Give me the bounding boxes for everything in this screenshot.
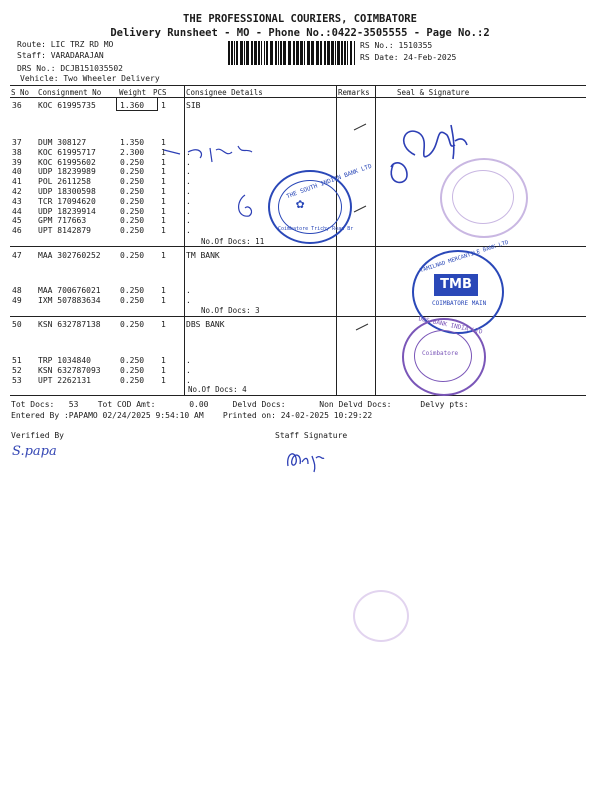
rs-number: RS No.: 1510355 (360, 41, 433, 50)
column-divider (184, 85, 185, 395)
weight-box-right (157, 97, 158, 111)
route-field: Route: LIC TRZ RD MO (17, 40, 114, 49)
cell-pcs: 1 (161, 286, 166, 295)
consignee-name: DBS BANK (186, 320, 225, 329)
cell-pcs: 1 (161, 226, 166, 236)
cell-sno: 48 (12, 286, 22, 295)
handwritten-verifier: S.papa (12, 444, 57, 459)
cell-dot: . (186, 157, 191, 167)
cell-wt: 0.250 (120, 196, 145, 206)
faint-bank-stamp (440, 158, 528, 238)
tmb-stamp: TAMILNAD MERCANTILE BANK LTD TMB COIMBATORE MAIN (412, 250, 504, 334)
cell-wt: 0.250 (120, 177, 145, 187)
totals-line: Tot Docs: 53 Tot COD Amt: 0.00 Delvd Docs: Non Delvd Docs: Delvy pts: (11, 400, 469, 409)
cell-wt: 0.250 (120, 216, 145, 226)
cell-dot: . (186, 206, 191, 216)
cell-sno: 42 (12, 187, 22, 196)
cell-cn: POL 2611258 (38, 177, 91, 187)
col-header-sno: S No (11, 88, 30, 97)
no-of-docs: No.Of Docs: 3 (201, 306, 260, 315)
cell-pcs: 1 (161, 157, 166, 167)
cell-cn: DUM 308127 (38, 138, 87, 147)
cell-pcs: 1 (161, 196, 166, 206)
cell-cn: UDP 18300598 (38, 187, 96, 196)
cell-dot: . (186, 187, 191, 196)
cell-dot: . (186, 226, 191, 236)
col-header-remarks: Remarks (338, 88, 370, 97)
col-header-pcs: PCS (153, 88, 167, 97)
cell-cn: TRP 1034840 (38, 356, 91, 365)
table-bottom-rule (10, 395, 586, 396)
cell-sno: 39 (12, 157, 22, 167)
cell-cn: UDP 18239989 (38, 167, 96, 177)
tmb-logo: TMB (434, 274, 478, 296)
cell-wt: 0.250 (120, 187, 145, 196)
no-of-docs: No.Of Docs: 4 (188, 385, 247, 394)
dbs-stamp: DBS BANK INDIA LTD Coimbatore (402, 318, 486, 396)
vehicle-field: Vehicle: Two Wheeler Delivery (20, 74, 160, 83)
cell-wt: 0.250 (120, 356, 145, 365)
cell-sno: 40 (12, 167, 22, 177)
cell-wt: 0.250 (120, 296, 145, 305)
cell-wt: 0.250 (120, 167, 145, 177)
cell-cn: TCR 17094620 (38, 196, 96, 206)
weight-box-left (116, 97, 117, 111)
cell-cn: IXM 507883634 (38, 296, 101, 305)
cell-dot: . (186, 366, 191, 375)
bank-emblem-icon: ✿ (296, 196, 305, 212)
drs-number: DRS No.: DCJB151035502 (17, 64, 123, 73)
cell-dot: . (186, 356, 191, 365)
col-header-weight: Weight (119, 88, 147, 97)
cell-dot: . (186, 147, 191, 157)
handwritten-annotation (160, 140, 270, 170)
consignee-name: SIB (186, 101, 201, 110)
cell-dot: . (186, 177, 191, 187)
col-header-consignee: Consignee Details (186, 88, 263, 97)
col-header-consignment: Consignment No (38, 88, 102, 97)
cell-cn: UDP 18239914 (38, 206, 96, 216)
weight-underline (117, 110, 157, 111)
staff-signature-label: Staff Signature (275, 431, 348, 440)
cell-dot: . (186, 196, 191, 206)
cell-pcs: 1 (161, 187, 166, 196)
cell-sno: 38 (12, 147, 22, 157)
consignee-name: TM BANK (186, 251, 220, 260)
cell-sno: 52 (12, 366, 22, 375)
entered-by-line: Entered By :PAPAMO 02/24/2025 9:54:10 AM Printed on: 24-02-2025 10:29:22 (11, 411, 373, 420)
cell-pcs: 1 (161, 366, 166, 375)
cell-sno: 51 (12, 356, 22, 365)
table-top-rule (10, 85, 586, 86)
cell-wt: 0.250 (120, 157, 145, 167)
cell-cn: UPT 2262131 (38, 376, 91, 385)
cell-cn: MAA 700676021 (38, 286, 101, 295)
table-header-rule (10, 97, 586, 98)
verified-by-label: Verified By (11, 431, 64, 440)
no-of-docs: No.Of Docs: 11 (201, 237, 265, 246)
cell-dot: . (186, 167, 191, 177)
cell-wt: 2.300 (120, 147, 145, 157)
cell-cn: KOC 61995602 (38, 157, 96, 167)
cell-dot: . (186, 376, 191, 385)
cell-wt: 0.250 (120, 366, 145, 375)
cell-cn: KSN 632787093 (38, 366, 101, 375)
cell-pcs: 1 (161, 216, 166, 226)
cell-sno: 46 (12, 226, 22, 236)
cell-pcs: 1 (161, 376, 166, 385)
faint-stamp-mark (353, 590, 409, 642)
cell-cn: KOC 61995717 (38, 147, 96, 157)
cell-wt: 0.250 (120, 376, 145, 385)
handwritten-scribble (225, 190, 265, 230)
rs-date: RS Date: 24-Feb-2025 (360, 53, 457, 62)
cell-sno: 49 (12, 296, 22, 305)
column-divider (336, 85, 337, 395)
staff-field: Staff: VARADARAJAN (17, 51, 104, 60)
cell-cn: UPT 8142879 (38, 226, 91, 236)
cell-sno: 45 (12, 216, 22, 226)
col-header-seal: Seal & Signature (397, 88, 470, 97)
cell-sno: 43 (12, 196, 22, 206)
cell-pcs: 1 (161, 206, 166, 216)
group-divider (10, 316, 586, 317)
remarks-tick-marks (352, 120, 374, 340)
cell-sno: 41 (12, 177, 22, 187)
cell-sno: 53 (12, 376, 22, 385)
cell-pcs: 1 (161, 177, 166, 187)
column-divider (375, 85, 376, 395)
cell-pcs: 1 (161, 167, 166, 177)
cell-wt: 0.250 (120, 206, 145, 216)
cell-wt: 0.250 (120, 226, 145, 236)
cell-pcs: 1 (161, 296, 166, 305)
cell-pcs: 1 (161, 356, 166, 365)
cell-pcs: 1 (161, 138, 166, 147)
cell-sno: 44 (12, 206, 22, 216)
document-subtitle: Delivery Runsheet - MO - Phone No.:0422-3505555 - Page No.:2 (110, 27, 490, 39)
barcode (228, 41, 358, 65)
south-indian-bank-stamp: THE SOUTH INDIAN BANK LTD Coimbatore Trichy Road Br ✿ (268, 170, 352, 244)
cell-dot: . (186, 216, 191, 226)
cell-wt: 1.350 (120, 138, 145, 147)
cell-sno: 37 (12, 138, 22, 147)
document-title: THE PROFESSIONAL COURIERS, COIMBATORE (183, 13, 417, 25)
staff-signature-scribble (280, 444, 340, 474)
cell-dot: . (186, 296, 191, 305)
cell-dot: . (186, 286, 191, 295)
cell-wt: 0.250 (120, 286, 145, 295)
cell-cn: GPM 717663 (38, 216, 87, 226)
cell-pcs: 1 (161, 147, 166, 157)
